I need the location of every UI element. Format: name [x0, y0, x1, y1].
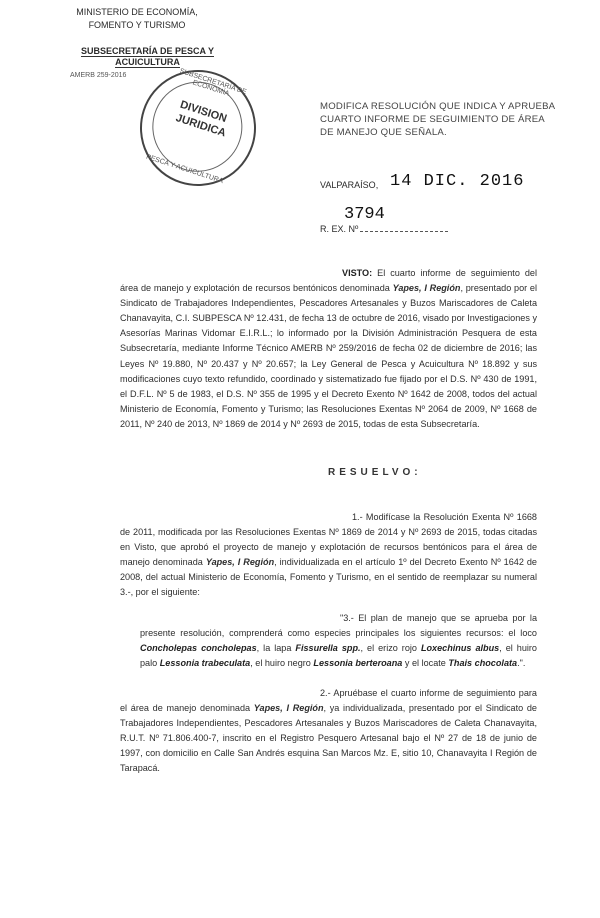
reference-code: AMERB 259-2016	[70, 72, 127, 79]
stamp-center-text: DIVISION JURIDICA	[174, 98, 229, 140]
stamp-arc-top: SUBSECRETARÍA DE ECONOMÍA	[178, 67, 248, 98]
resolution-number-label: R. EX. Nº	[320, 223, 448, 234]
ministry-name: MINISTERIO DE ECONOMÍA,	[76, 7, 198, 17]
visto-label: VISTO:	[342, 268, 373, 278]
species-name: Lessonia berteroana	[313, 658, 403, 669]
article-1-paragraph: 1.- Modifícase la Resolución Exenta Nº 1668 de 2011, modificada por las Resoluciones Exentas Nº 1869 de 2014 y Nº 2693 de 2015, todas citadas en Visto, que aprobó el proyecto de manejo y explotación de recursos bentónicos para el área de manejo denominada Yapes, I Región, individualizada en el artículo 1º del Decreto Exento Nº 1642 de 2008, del actual Ministerio de Economía, Fomento y Turismo, en el sentido de reemplazar su numeral 3.-, por el siguiente:	[120, 512, 537, 598]
resolution-number: 3794	[344, 205, 385, 224]
numeral-3-quote: "3.- El plan de manejo que se aprueba por la presente resolución, comprenderá como especies principales los siguientes recursos: el loco Concholepas concholepas, la lapa Fissurella spp., el erizo rojo Loxechinus albus, el huiro palo Lessonia trabeculata, el huiro negro Lessonia berteroana y el locate Thais chocolata.".	[140, 613, 537, 669]
resolution-subject: MODIFICA RESOLUCIÓN QUE INDICA Y APRUEBA CUARTO INFORME DE SEGUIMIENTO DE ÁREA DE MANEJO QUE SEÑALA.	[320, 101, 555, 138]
species-name: Concholepas concholepas	[140, 643, 257, 654]
place-label: VALPARAÍSO,	[320, 180, 379, 190]
date-stamp: 14 DIC. 2016	[390, 172, 525, 191]
species-name: Loxechinus albus	[420, 643, 500, 654]
species-name: Lessonia trabeculata	[159, 658, 251, 669]
area-name: Yapes, I Región	[392, 283, 461, 294]
ministry-subtitle: FOMENTO Y TURISMO	[88, 20, 186, 30]
subsecretaria-name: SUBSECRETARÍA DE PESCA Y ACUICULTURA	[80, 46, 215, 67]
article-2-paragraph: 2.- Apruébase el cuarto informe de seguimiento para el área de manejo denominada Yapes, I Región, ya individualizada, presentado por el Sindicato de Trabajadores Independientes, Pescadores Artesanales y Buzos Mariscadores de Caleta Chanavayita, R.U.T. Nº 71.806.400-7, inscrito en el Registro Pesquero Artesanal bajo el Nº 27 de 18 de junio de 1997, con domicilio en Calle San Andrés esquina San Marcos Mz. E, sitio 10, Chanavayita I Región de Tarapacá.	[120, 688, 537, 774]
area-name: Yapes, I Región	[253, 703, 324, 714]
visto-paragraph: VISTO: El cuarto informe de seguimiento del área de manejo y explotación de recursos bentónicos denominada Yapes, I Región, presentado por el Sindicato de Trabajadores Independientes, Pescadores Artesanales y Buzos Mariscadores de Caleta Chanavayita, C.I. SUBPESCA Nº 12.431, de fecha 13 de octubre de 2016, visado por Investigaciones y Asesorías Marinas Vidomar E.I.R.L.; lo informado por la División Administración Pesquera de esta Subsecretaría, mediante Informe Técnico AMERB Nº 259/2016 de fecha 02 de diciembre de 2016; las Leyes Nº 19.880, Nº 20.437 y Nº 20.657; la Ley General de Pesca y Acuicultura Nº 18.892 y sus modificaciones cuyo texto refundido, coordinado y sistematizado fue fijado por el D.S. Nº 430 de 1991, el D.F.L. Nº 5 de 1983, el D.S. Nº 355 de 1995 y el Decreto Exento Nº 1642 de 2008, todos del actual Ministerio de Economía, Fomento y Turismo; las Resoluciones Exentas Nº 2064 de 2009, Nº 1668 de 2011, Nº 240 de 2013, Nº 1869 de 2014 y Nº 2693 de 2015, todas de esta Subsecretaría.	[120, 268, 537, 429]
stamp-arc-bottom: PESCA Y ACUICULTURA	[145, 153, 224, 186]
species-name: Thais chocolata	[448, 658, 518, 669]
resuelvo-heading: RESUELVO:	[328, 467, 422, 478]
number-underline	[360, 223, 448, 232]
species-name: Fissurella spp.	[295, 643, 361, 654]
area-name: Yapes, I Región	[205, 557, 275, 568]
